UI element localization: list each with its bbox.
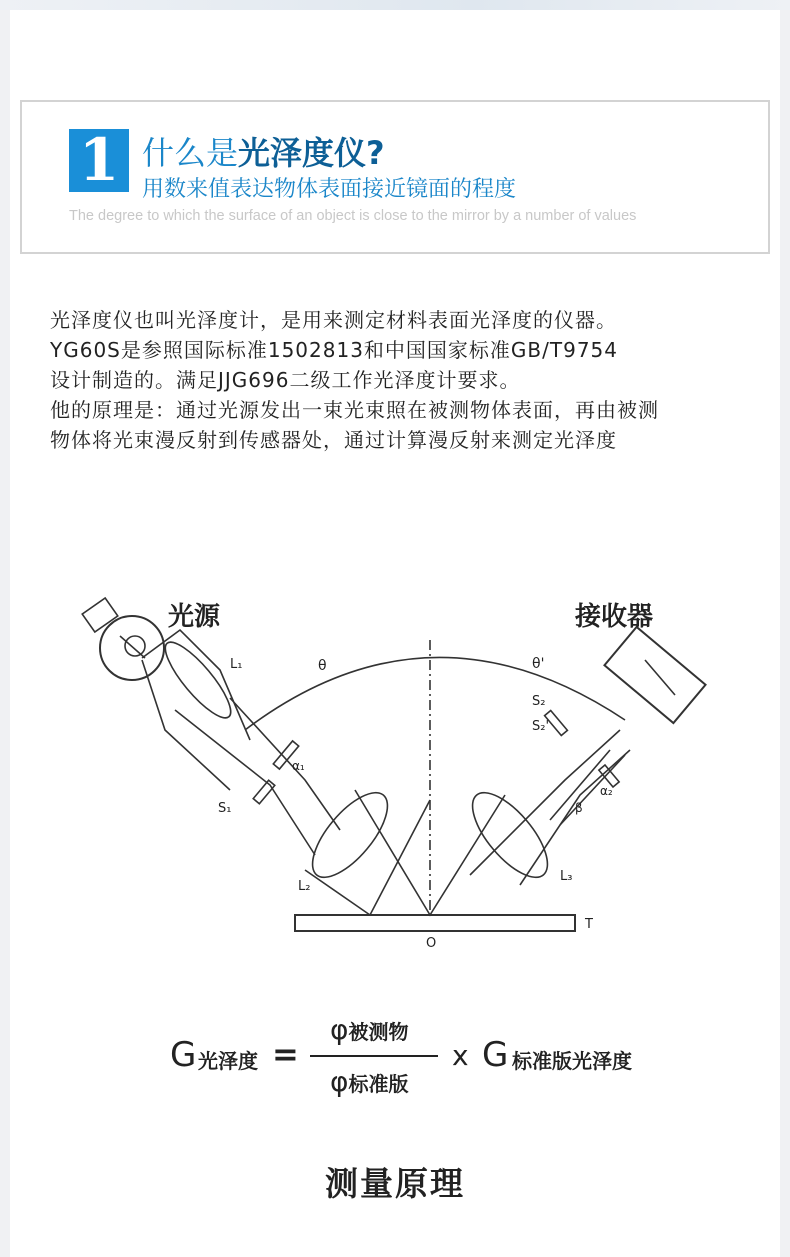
receiver-label: 接收器: [575, 602, 654, 632]
phi-symbol: φ: [330, 1065, 349, 1098]
top-strip: [0, 0, 790, 10]
section-subtitle: 用数来值表达物体表面接近镜面的程度: [142, 177, 517, 202]
formula-numerator: [330, 1013, 408, 1046]
formula-times: x: [452, 1039, 469, 1072]
formula-denominator: [330, 1065, 408, 1098]
description-line: 光泽度仪也叫光泽度计，是用来测定材料表面光泽度的仪器。: [50, 308, 617, 332]
numerator-text: 被测物: [348, 1020, 409, 1044]
phi-symbol: φ: [330, 1013, 349, 1046]
receiver-box-icon: [604, 627, 705, 723]
formula-g2: G: [482, 1035, 509, 1075]
description-line: 设计制造的。满足JJG696二级工作光泽度计要求。: [50, 368, 521, 392]
label-o: O: [426, 936, 437, 950]
formula-g: G: [170, 1035, 197, 1075]
lens-l2: [300, 781, 401, 889]
description-line: YG60S是参照国际标准1502813和中国国家标准GB/T9754: [50, 338, 619, 362]
label-s1: S₁: [218, 801, 232, 816]
sample-plate: [295, 915, 575, 931]
description-line: 物体将光束漫反射到传感器处，通过计算漫反射来测定光泽度: [50, 428, 617, 452]
light-source-lamp-icon: [82, 598, 164, 680]
diagram-caption: 测量原理: [325, 1164, 465, 1203]
description-text: [50, 305, 770, 455]
label-theta: θ: [318, 658, 327, 674]
formula-g-subscript: 光泽度: [198, 1049, 258, 1073]
label-l3: L₃: [560, 869, 573, 884]
page: [10, 10, 780, 1257]
label-l2: L₂: [298, 879, 311, 894]
label-l1: L₁: [230, 657, 243, 672]
label-alpha1: α₁: [292, 759, 305, 773]
section-header: [20, 100, 770, 254]
formula-equals: =: [272, 1035, 299, 1073]
measurement-principle-diagram: [70, 580, 720, 950]
label-alpha2: α₂: [600, 784, 613, 798]
light-source-label: 光源: [168, 602, 221, 632]
section-title: [142, 128, 385, 174]
label-s2-prime: S₂': [532, 719, 550, 734]
english-subtitle: The degree to which the surface of an object is close to the mirror by a number of values: [69, 208, 637, 224]
fraction-bar: [310, 1055, 438, 1057]
formula-g2-subscript: 标准版光泽度: [512, 1049, 632, 1073]
title-prefix: 什么是: [142, 134, 239, 172]
title-emphasis: 光泽度仪?: [238, 134, 385, 172]
section-number-badge: 1: [69, 129, 129, 192]
label-theta-prime: θ': [532, 656, 545, 672]
label-s2: S₂: [532, 694, 546, 709]
description-line: 他的原理是：通过光源发出一束光束照在被测物体表面，再由被测: [50, 398, 659, 422]
label-beta: β: [575, 801, 583, 815]
gloss-formula: [170, 1005, 670, 1105]
label-t: T: [585, 917, 593, 932]
denominator-text: 标准版: [348, 1072, 409, 1096]
